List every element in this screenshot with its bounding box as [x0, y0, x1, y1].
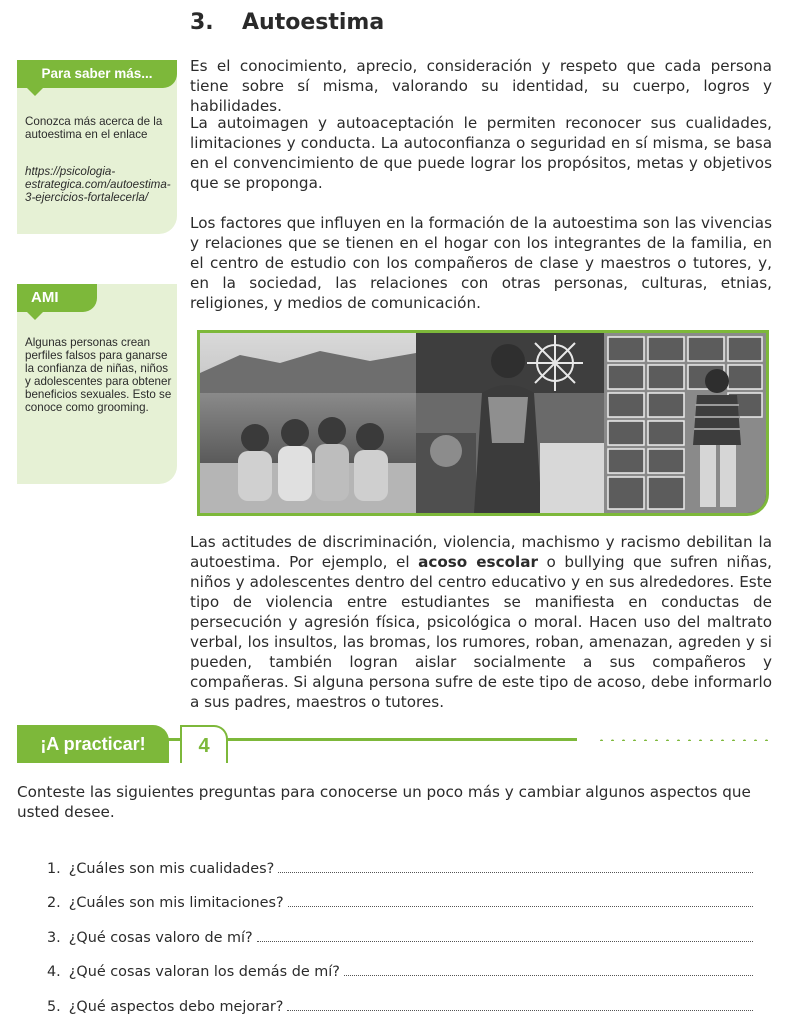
paragraph-bullying: [190, 532, 772, 712]
question-text: ¿Cuáles son mis cualidades?: [68, 860, 275, 877]
section-title: Autoestima: [242, 10, 385, 35]
question-item: [47, 911, 767, 946]
answer-line[interactable]: [257, 941, 753, 942]
answer-line[interactable]: [288, 906, 753, 907]
paragraph-bullying-end: o bullying que sufren niñas, niños y adolescentes dentro del centro educativo y en sus alrededores. Este tipo de violencia entre estudiantes se manifiesta en conductas de persecución y agresión física, psicológica o moral. Hacen uso del maltrato verbal, los insultos, las bromas, los rumores, roban, amenazan, agreden y si pueden, también logran aislar socialmente a sus compañeros y compañeras. Si alguna persona sufre de este tipo de acoso, debe informarlo a sus padres, maestros o tutores.: [190, 553, 772, 711]
answer-line[interactable]: [344, 975, 753, 976]
ami-card: [17, 284, 177, 484]
answer-line[interactable]: [278, 872, 753, 873]
ami-card-title: AMI: [17, 284, 97, 312]
bullying-term: acoso escolar: [418, 553, 538, 571]
info-card: [17, 60, 177, 234]
question-number: 4.: [47, 964, 61, 980]
question-text: ¿Cuáles son mis limitaciones?: [68, 895, 284, 911]
question-number: 2.: [47, 895, 61, 911]
section-number: 3.: [190, 10, 214, 35]
info-card-link[interactable]: https://psicologia-estrategica.com/autoestima-3-ejercicios-fortalecerla/: [25, 165, 171, 204]
question-number: 5.: [47, 998, 61, 1015]
section-heading: [190, 10, 384, 35]
question-item: [47, 877, 767, 912]
photo-collage-image: [200, 333, 766, 513]
question-list: [47, 842, 767, 1015]
question-item: [47, 946, 767, 981]
paragraph-factors: Los factores que influyen en la formación de la autoestima son las vivencias y relaciones que se tienen en el hogar con los integrantes de la familia, en el centro de estudio con los compañeros de clase y maestros o tutores, y, en la sociedad, las relaciones con otras personas, culturas, etnias, religiones, y medios de comunicación.: [190, 214, 772, 312]
paragraph-bullying-start: Las actitudes de discriminación, violencia, machismo y racismo debilitan la autoestima. Por ejemplo, el: [190, 533, 772, 571]
answer-line[interactable]: [287, 1010, 753, 1011]
question-text: ¿Qué cosas valoro de mí?: [68, 929, 253, 946]
practice-dotted-line: [596, 739, 774, 741]
paragraph-definition: Es el conocimiento, aprecio, consideración y respeto que cada persona tiene sobre sí misma, valorando su identidad, su cuerpo, logros y habilidades.: [190, 57, 772, 115]
practice-title: ¡A practicar!: [17, 725, 169, 763]
photo-collage: [197, 330, 769, 516]
question-number: 1.: [47, 860, 61, 877]
ami-card-text: Algunas personas crean perfiles falsos para ganarse la confianza de niñas, niños y adolescentes para obtener beneficios sexuales. Esto se conoce como grooming.: [25, 336, 172, 414]
question-text: ¿Qué aspectos debo mejorar?: [68, 998, 284, 1015]
question-item: [47, 980, 767, 1015]
practice-number: 4: [180, 725, 228, 763]
question-item: [47, 842, 767, 877]
info-card-title: Para saber más...: [17, 60, 177, 88]
practice-instructions: Conteste las siguientes preguntas para conocerse un poco más y cambiar algunos aspectos que usted desee.: [17, 783, 751, 821]
paragraph-self-image: La autoimagen y autoaceptación le permiten reconocer sus cualidades, limitaciones y conducta. La autoconfianza o seguridad en sí misma, se basa en el convencimiento de que puede lograr los propósitos, metas y objetivos que se proponga.: [190, 114, 772, 192]
question-text: ¿Qué cosas valoran los demás de mí?: [68, 964, 340, 980]
question-number: 3.: [47, 929, 61, 946]
info-card-text: Conozca más acerca de la autoestima en el enlace: [25, 115, 163, 141]
